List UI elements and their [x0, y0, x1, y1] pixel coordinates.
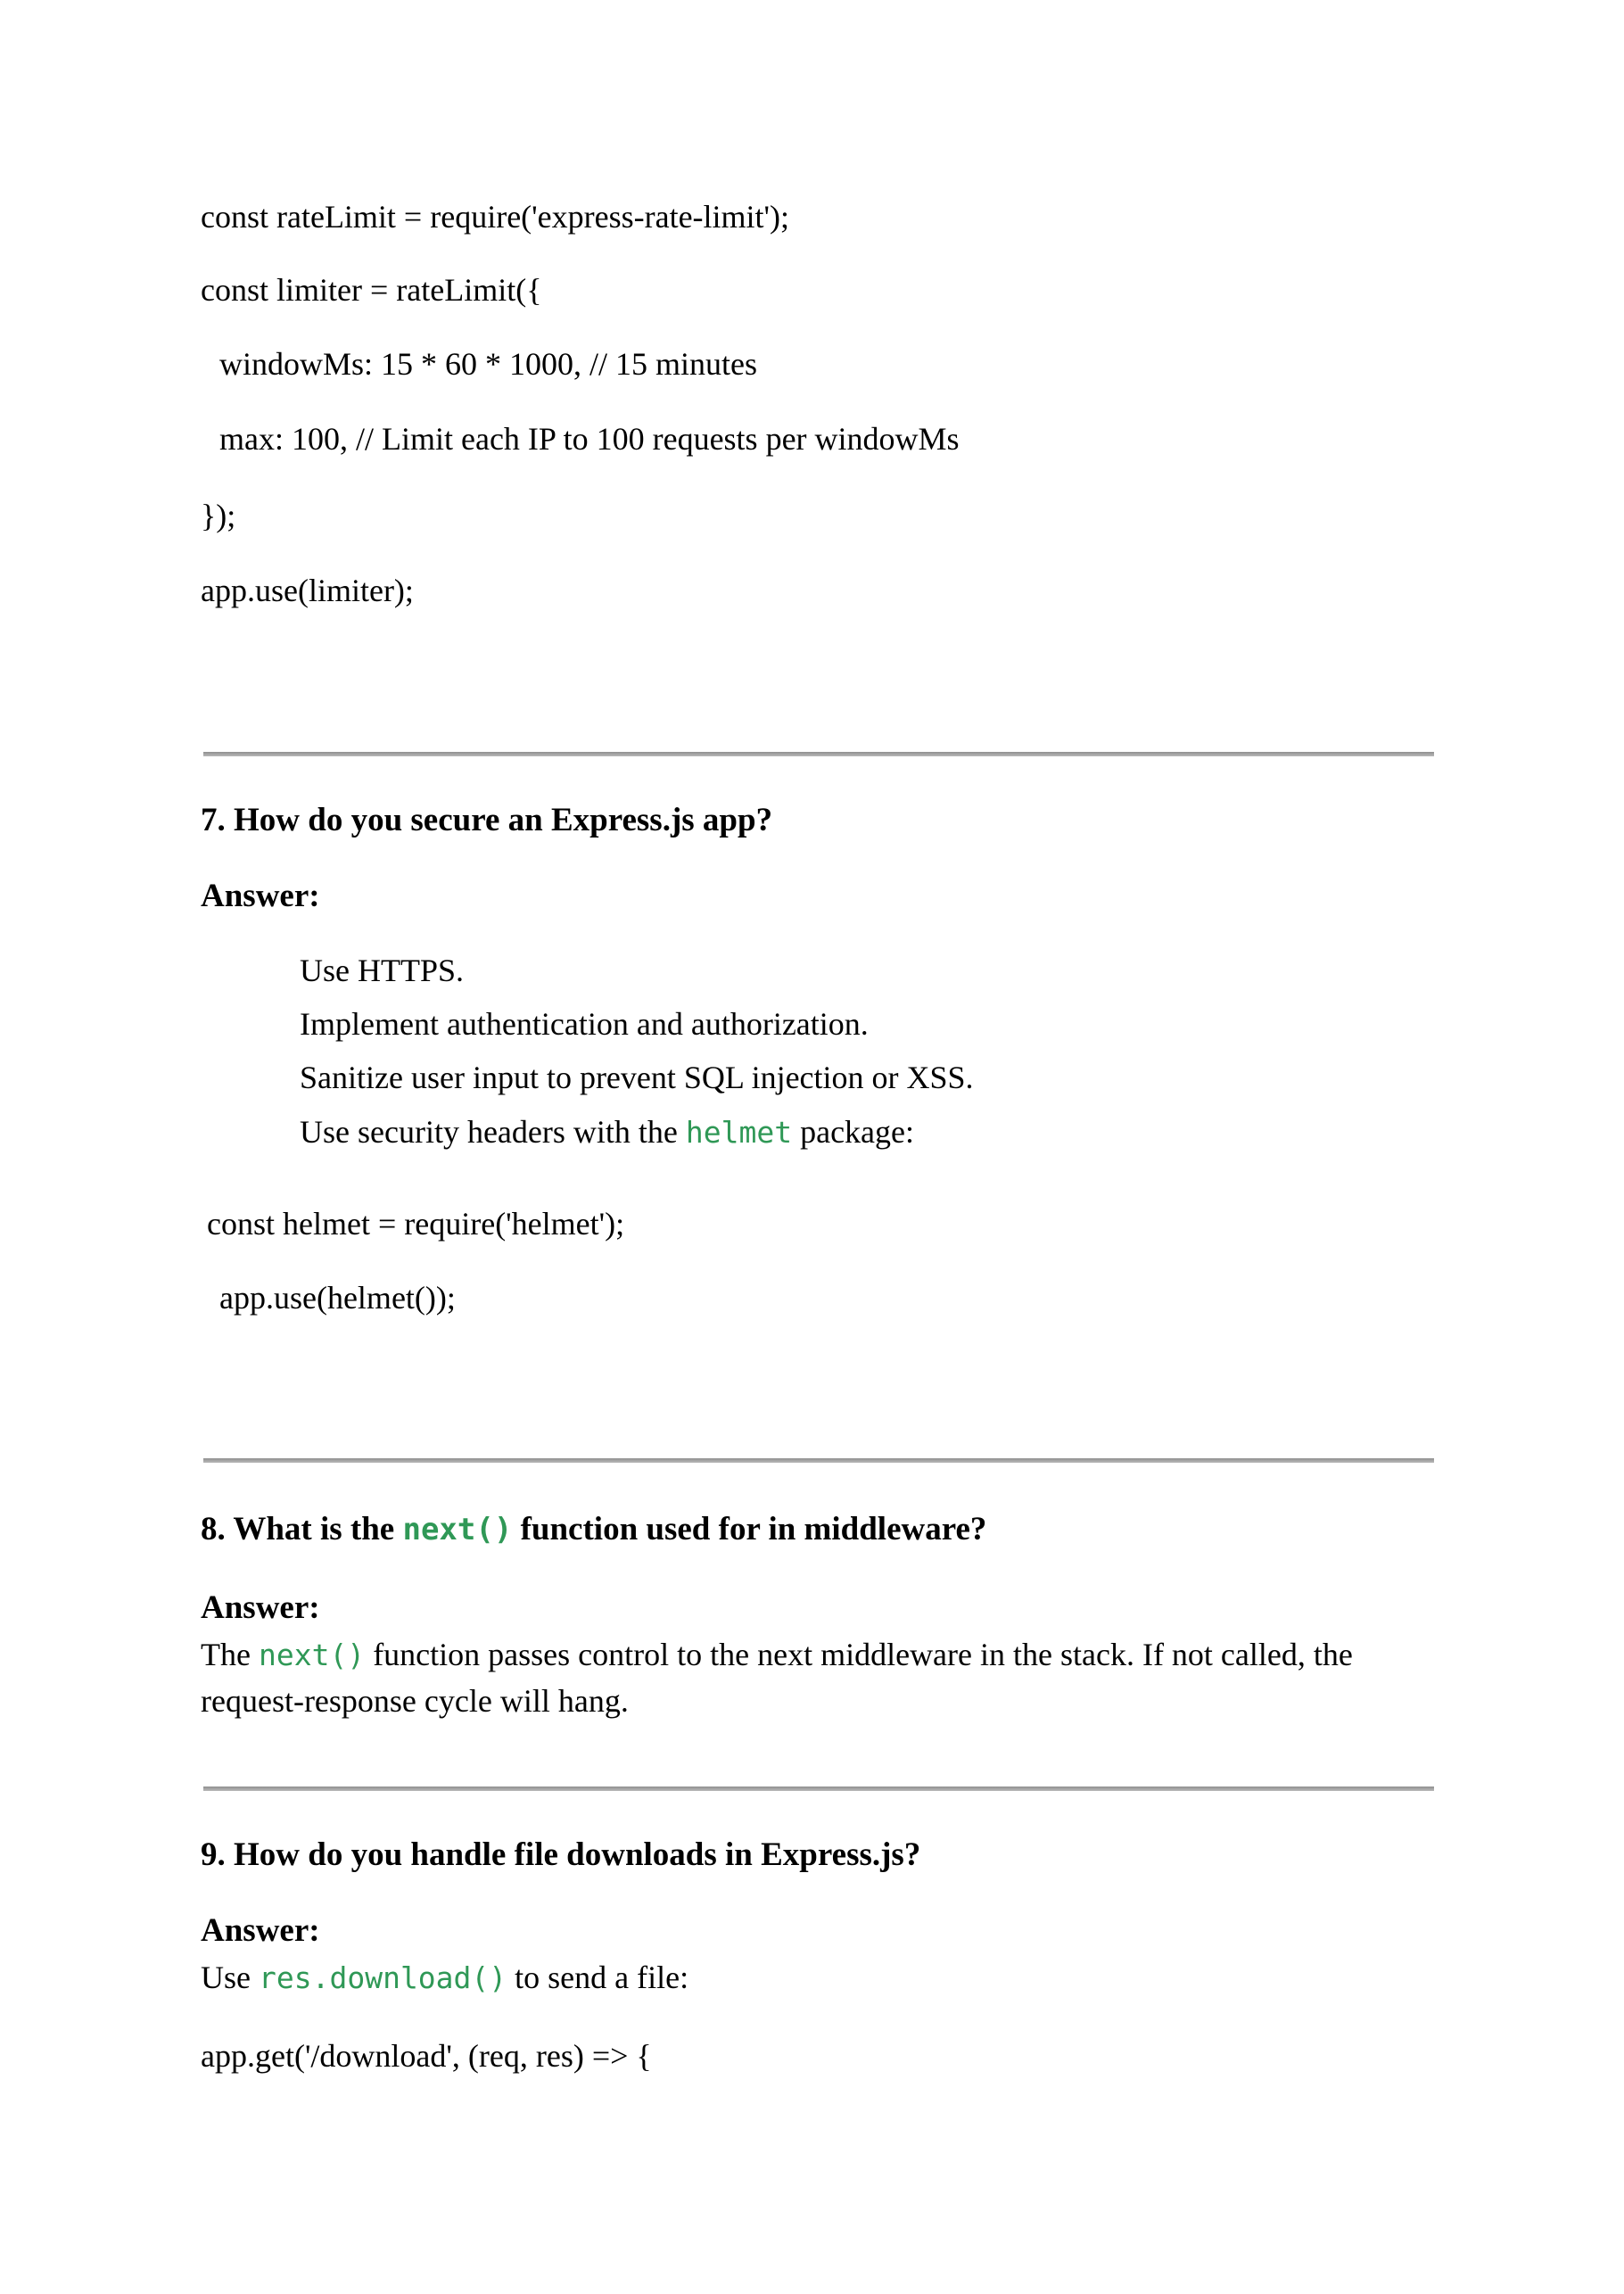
- question-9-answer-label: [201, 1910, 320, 1952]
- inline-code-next: next(): [258, 1638, 366, 1672]
- code-line-helmet-require: [207, 1203, 624, 1244]
- answer-8-body-line-1: [201, 1634, 1353, 1676]
- body-text: The: [201, 1637, 259, 1672]
- answer-7-item-2: [300, 1003, 869, 1044]
- question-title-text: 7. How do you secure an Express.js app?: [201, 802, 773, 838]
- code-line-limiter-decl: [201, 269, 541, 310]
- answer-label-text: Answer:: [201, 1589, 320, 1626]
- body-text: request-response cycle will hang.: [201, 1683, 629, 1719]
- body-text: function passes control to the next middleware in the stack. If not called, the: [365, 1637, 1353, 1672]
- inline-code-next: next(): [402, 1512, 513, 1547]
- question-8-answer-label: [201, 1588, 320, 1629]
- body-text: Use: [201, 1960, 259, 1995]
- answer-9-body: [201, 1957, 688, 1999]
- code-text: const limiter = rateLimit({: [201, 272, 542, 308]
- code-text: });: [201, 498, 236, 533]
- list-item-text: package:: [792, 1114, 915, 1150]
- code-line-ratelimit-require: [201, 196, 789, 237]
- answer-7-item-3: [300, 1057, 974, 1098]
- list-item-text: Sanitize user input to prevent SQL injection or XSS.: [300, 1060, 974, 1095]
- code-line-max: [219, 418, 960, 459]
- question-9-title: [201, 1835, 920, 1876]
- question-title-text: function used for in middleware?: [512, 1511, 987, 1547]
- code-text: windowMs: 15 * 60 * 1000, // 15 minutes: [219, 346, 758, 382]
- code-text: app.use(limiter);: [201, 573, 414, 608]
- inline-code-helmet: helmet: [685, 1115, 793, 1150]
- code-line-app-use-limiter: [201, 570, 414, 611]
- code-text: const rateLimit = require('express-rate-limit');: [201, 199, 790, 235]
- answer-8-body-line-2: [201, 1680, 629, 1721]
- inline-code-res-download: res.download(): [259, 1960, 507, 1995]
- code-text: const helmet = require('helmet');: [207, 1206, 625, 1242]
- code-line-windowms: [219, 343, 757, 384]
- section-divider: [203, 1458, 1434, 1463]
- code-line-app-use-helmet: [219, 1277, 456, 1318]
- question-7-answer-label: [201, 876, 320, 917]
- question-8-title: [201, 1509, 986, 1550]
- answer-label-text: Answer:: [201, 1912, 320, 1949]
- question-title-text: 9. How do you handle file downloads in Express.js?: [201, 1836, 921, 1873]
- list-item-text: Use security headers with the: [300, 1114, 686, 1150]
- section-divider: [203, 1787, 1434, 1791]
- question-title-text: 8. What is the: [201, 1511, 403, 1547]
- code-text: max: 100, // Limit each IP to 100 requests per windowMs: [219, 421, 960, 457]
- list-item-text: Implement authentication and authorization.: [300, 1006, 869, 1042]
- answer-label-text: Answer:: [201, 878, 320, 914]
- list-item-text: Use HTTPS.: [300, 953, 465, 988]
- body-text: to send a file:: [507, 1960, 689, 1995]
- section-divider: [203, 752, 1434, 756]
- code-line-close-brace: [201, 495, 235, 536]
- question-7-title: [201, 800, 772, 841]
- answer-7-item-4: [300, 1111, 914, 1153]
- code-text: app.get('/download', (req, res) => {: [201, 2038, 652, 2074]
- answer-7-item-1: [300, 950, 464, 991]
- code-text: app.use(helmet());: [219, 1280, 456, 1316]
- code-line-app-get-download: [201, 2035, 652, 2076]
